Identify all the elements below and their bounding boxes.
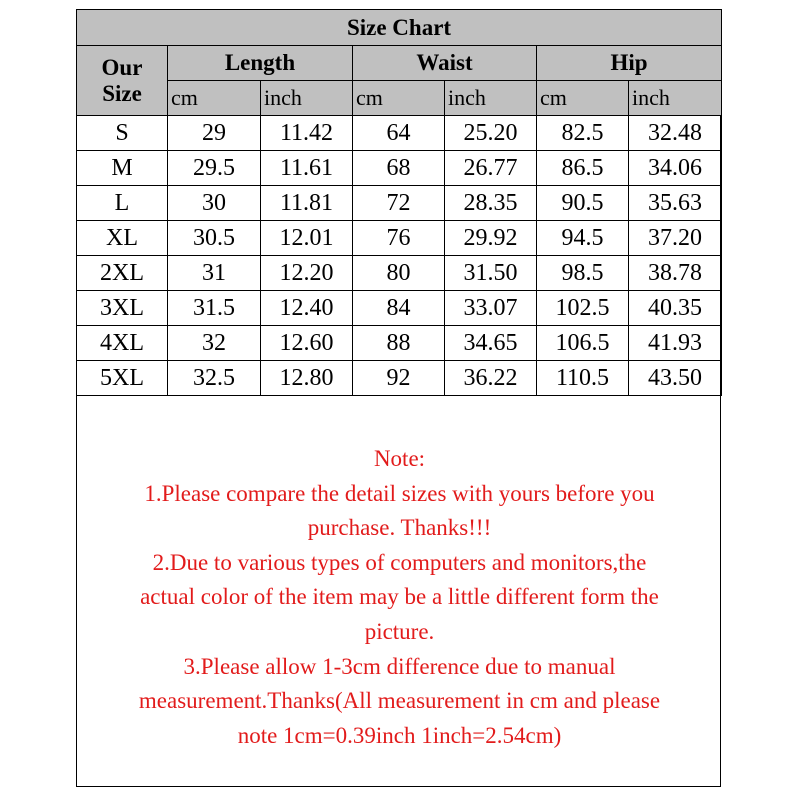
length-cm-header: cm bbox=[168, 81, 261, 116]
waist-inch-cell: 25.20 bbox=[445, 116, 537, 151]
waist-cm-cell: 76 bbox=[353, 221, 445, 256]
waist-cm-cell: 88 bbox=[353, 326, 445, 361]
size-column-header bbox=[77, 46, 168, 116]
size-cell: 5XL bbox=[77, 361, 168, 396]
waist-inch-header: inch bbox=[445, 81, 537, 116]
note-line: actual color of the item may be a little different form the bbox=[140, 584, 659, 610]
table-row bbox=[77, 256, 722, 291]
waist-cm-cell: 92 bbox=[353, 361, 445, 396]
length-inch-header: inch bbox=[261, 81, 353, 116]
hip-inch-header: inch bbox=[629, 81, 722, 116]
hip-inch-cell: 34.06 bbox=[629, 151, 722, 186]
note-block bbox=[77, 442, 722, 753]
size-cell: XL bbox=[77, 221, 168, 256]
hip-inch-cell: 32.48 bbox=[629, 116, 722, 151]
waist-inch-cell: 28.35 bbox=[445, 186, 537, 221]
note-line: picture. bbox=[364, 618, 435, 644]
table-row bbox=[77, 326, 722, 361]
table-row bbox=[77, 186, 722, 221]
table-title: Size Chart bbox=[77, 10, 722, 46]
size-cell: 3XL bbox=[77, 291, 168, 326]
header-row bbox=[77, 46, 722, 81]
waist-cm-cell: 68 bbox=[353, 151, 445, 186]
note-line: note 1cm=0.39inch 1inch=2.54cm) bbox=[237, 722, 562, 748]
note-heading: Note: bbox=[373, 446, 426, 471]
hip-cm-cell: 90.5 bbox=[537, 186, 629, 221]
size-header-line1: Our bbox=[101, 54, 143, 80]
length-inch-cell: 12.40 bbox=[261, 291, 353, 326]
length-cm-cell: 32.5 bbox=[168, 361, 261, 396]
title-row bbox=[77, 10, 722, 46]
length-inch-cell: 11.61 bbox=[261, 151, 353, 186]
note-line: 1.Please compare the detail sizes with yours before you bbox=[144, 480, 655, 506]
length-header: Length bbox=[168, 46, 353, 81]
hip-cm-header: cm bbox=[537, 81, 629, 116]
waist-inch-cell: 36.22 bbox=[445, 361, 537, 396]
hip-inch-cell: 43.50 bbox=[629, 361, 722, 396]
hip-cm-cell: 86.5 bbox=[537, 151, 629, 186]
table-row bbox=[77, 151, 722, 186]
length-inch-cell: 12.20 bbox=[261, 256, 353, 291]
hip-cm-cell: 106.5 bbox=[537, 326, 629, 361]
length-inch-cell: 11.42 bbox=[261, 116, 353, 151]
waist-cm-cell: 72 bbox=[353, 186, 445, 221]
length-cm-cell: 29 bbox=[168, 116, 261, 151]
table-row bbox=[77, 291, 722, 326]
size-cell: 2XL bbox=[77, 256, 168, 291]
length-cm-cell: 30.5 bbox=[168, 221, 261, 256]
length-cm-cell: 31.5 bbox=[168, 291, 261, 326]
unit-row bbox=[77, 81, 722, 116]
hip-header: Hip bbox=[537, 46, 722, 81]
waist-inch-cell: 33.07 bbox=[445, 291, 537, 326]
note-line: 2.Due to various types of computers and monitors,the bbox=[152, 549, 647, 575]
hip-inch-cell: 35.63 bbox=[629, 186, 722, 221]
hip-cm-cell: 98.5 bbox=[537, 256, 629, 291]
note-line: 3.Please allow 1-3cm difference due to manual bbox=[183, 653, 616, 679]
size-cell: S bbox=[77, 116, 168, 151]
length-inch-cell: 12.60 bbox=[261, 326, 353, 361]
length-inch-cell: 12.01 bbox=[261, 221, 353, 256]
waist-inch-cell: 26.77 bbox=[445, 151, 537, 186]
size-cell: L bbox=[77, 186, 168, 221]
size-cell: 4XL bbox=[77, 326, 168, 361]
table-row bbox=[77, 116, 722, 151]
waist-cm-cell: 80 bbox=[353, 256, 445, 291]
size-cell: M bbox=[77, 151, 168, 186]
size-chart-table bbox=[76, 9, 722, 396]
length-inch-cell: 11.81 bbox=[261, 186, 353, 221]
hip-inch-cell: 40.35 bbox=[629, 291, 722, 326]
hip-inch-cell: 41.93 bbox=[629, 326, 722, 361]
table-row bbox=[77, 361, 722, 396]
length-cm-cell: 29.5 bbox=[168, 151, 261, 186]
waist-header: Waist bbox=[353, 46, 537, 81]
size-header-line2: Size bbox=[102, 80, 142, 106]
waist-inch-cell: 31.50 bbox=[445, 256, 537, 291]
hip-inch-cell: 37.20 bbox=[629, 221, 722, 256]
hip-cm-cell: 82.5 bbox=[537, 116, 629, 151]
note-line: measurement.Thanks(All measurement in cm and please bbox=[138, 688, 661, 714]
waist-inch-cell: 34.65 bbox=[445, 326, 537, 361]
size-chart-sheet bbox=[76, 9, 721, 787]
waist-cm-cell: 64 bbox=[353, 116, 445, 151]
hip-cm-cell: 110.5 bbox=[537, 361, 629, 396]
length-cm-cell: 32 bbox=[168, 326, 261, 361]
length-cm-cell: 30 bbox=[168, 186, 261, 221]
table-row bbox=[77, 221, 722, 256]
note-line: purchase. Thanks!!! bbox=[307, 515, 492, 541]
waist-inch-cell: 29.92 bbox=[445, 221, 537, 256]
hip-cm-cell: 102.5 bbox=[537, 291, 629, 326]
length-cm-cell: 31 bbox=[168, 256, 261, 291]
hip-inch-cell: 38.78 bbox=[629, 256, 722, 291]
hip-cm-cell: 94.5 bbox=[537, 221, 629, 256]
waist-cm-cell: 84 bbox=[353, 291, 445, 326]
length-inch-cell: 12.80 bbox=[261, 361, 353, 396]
waist-cm-header: cm bbox=[353, 81, 445, 116]
